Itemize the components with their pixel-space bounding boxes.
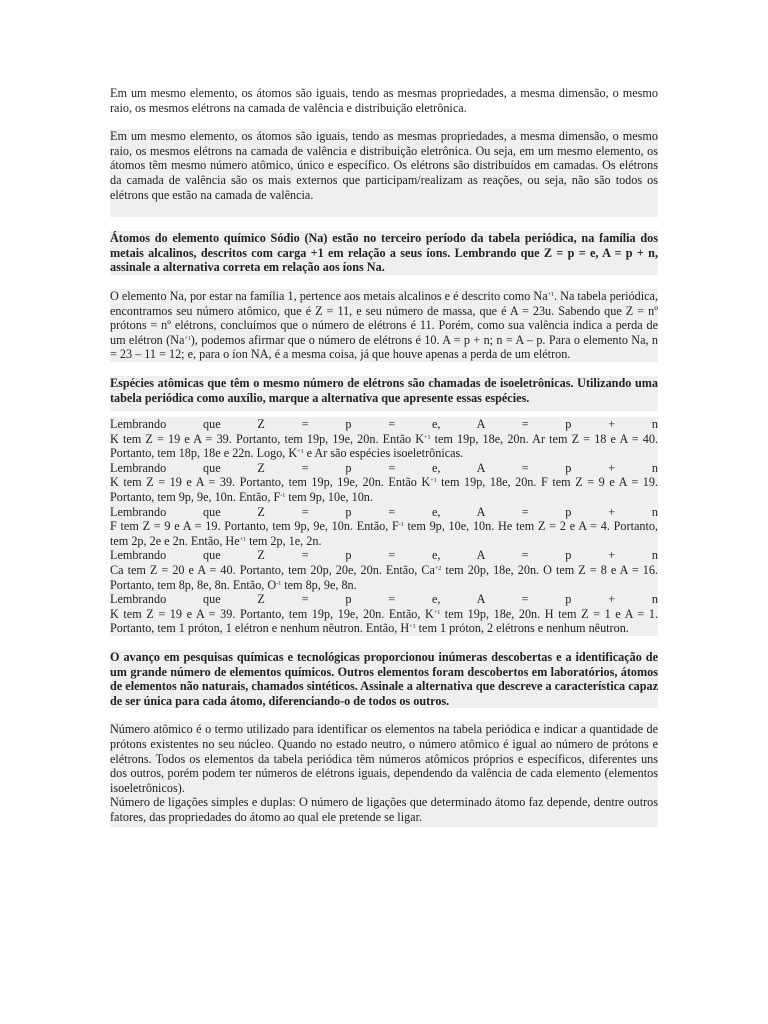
alternative-1: K tem Z = 19 e A = 39. Portanto, tem 19p, 19e, 20n. Então $K^{+1}$ tem 19p, 18e, 20n. Ar tem Z = 18 e A = 40. Portanto, tem 18p, 18e e 22n. Logo, $K^{+1}$ e Ar são espécies isoeletrônicas. xyxy=(110,431,658,461)
question-atomic-number: O avanço em pesquisas químicas e tecnológicas proporcionou inúmeras descobertas e a identificação de um grande número de elementos químicos. Outros elementos foram descobertos em laboratórios, átomos de elementos não naturais, chamados sintéticos. Assinale a alternativa que descreve a característica capaz de ser única para cada átomo, diferenciando-o de todos os outros. xyxy=(110,650,658,708)
question-sodium: Átomos do elemento químico Sódio (Na) estão no terceiro período da tabela periódica, na família dos metais alcalinos, descritos com carga +1 em relação a seus íons. Lembrando que Z = p = e, A = p + n, assinale a alternativa correta em relação aos íons Na. xyxy=(110,231,658,275)
alternative-lead: Lembrando que Z = p = e, A = p + n xyxy=(110,592,658,607)
alternative-lead: Lembrando que Z = p = e, A = p + n xyxy=(110,548,658,563)
answer-sodium: O elemento Na, por estar na família 1, pertence aos metais alcalinos e é descrito como $Na^{+1}$. Na tabela periódica, encontramos seu número atômico, que é Z = 11, e seu número de massa, que é A = 23u. Sabendo que Z = nº prótons = nº elétrons, concluímos que o número de elétrons é 11. Porém, como sua valência indica a perda de um elétron $(Na^{+1})$, podemos afirmar que o número de elétrons é 10. A = p + n; n = A – p. Para o elemento Na, n = 23 – 11 = 12; e, para o íon NA, é a mesma coisa, já que houve apenas a perda de um elétron. xyxy=(110,288,658,362)
alternatives-block xyxy=(110,417,658,636)
alternative-3: F tem Z = 9 e A = 19. Portanto, tem 9p, 9e, 10n. Então, $F^{-1}$ tem 9p, 10e, 10n. He tem Z = 2 e A = 4. Portanto, tem 2p, 2e e 2n. Então, $He^{+1}$ tem 2p, 1e, 2n. xyxy=(110,519,658,548)
alternative-2: K tem Z = 19 e A = 39. Portanto, tem 19p, 19e, 20n. Então $K^{+1}$ tem 19p, 18e, 20n. F tem Z = 9 e A = 19. Portanto, tem 9p, 9e, 10n. Então, $F^{-1}$ tem 9p, 10e, 10n. xyxy=(110,475,658,505)
question-isoelectronic: Espécies atômicas que têm o mesmo número de elétrons são chamadas de isoeletrônicas. Utilizando uma tabela periódica como auxílio, marque a alternativa que apresente essas espécies. xyxy=(110,375,658,405)
intro-paragraph: Em um mesmo elemento, os átomos são iguais, tendo as mesmas propriedades, a mesma dimensão, o mesmo raio, os mesmos elétrons na camada de valência e distribuição eletrônica. xyxy=(110,86,658,115)
answer-bonds: Número de ligações simples e duplas: O número de ligações que determinado átomo faz depende, dentre outros fatores, das propriedades do átomo ao qual ele pretende se ligar. xyxy=(110,795,658,826)
alternative-lead: Lembrando que Z = p = e, A = p + n xyxy=(110,460,658,475)
alternative-4: Ca tem Z = 20 e A = 40. Portanto, tem 20p, 20e, 20n. Então, $Ca^{+2}$ tem 20p, 18e, 20n. O tem Z = 8 e A = 16. Portanto, tem 8p, 8e, 8n. Então, $O^{-1}$ tem 8p, 9e, 8n. xyxy=(110,563,658,592)
alternative-lead: Lembrando que Z = p = e, A = p + n xyxy=(110,504,658,519)
alternative-5: K tem Z = 19 e A = 39. Portanto, tem 19p, 19e, 20n. Então, $K^{+1}$ tem 19p, 18e, 20n. H tem Z = 1 e A = 1. Portanto, tem 1 próton, 1 elétron e nenhum nêutron. Então, $H^{+1}$ tem 1 próton, 2 elétrons e nenhum nêutron. xyxy=(110,606,658,636)
answer-atomic-number: Número atômico é o termo utilizado para identificar os elementos na tabela periódica e indicar a quantidade de prótons existentes no seu núcleo. Quando no estado neutro, o número atômico é igual ao número de prótons e elétrons. Todos os elementos da tabela periódica têm números atômicos próprios e específicos, diferentes uns dos outros, porém podem ter números de elétrons iguais, dependendo da valência de cada elemento (elementos isoeletrônicos). xyxy=(110,722,658,795)
answer-paragraph-1: Em um mesmo elemento, os átomos são iguais, tendo as mesmas propriedades, a mesma dimensão, o mesmo raio, os mesmos elétrons na camada de valência e distribuição eletrônica. Ou seja, em um mesmo elemento, os átomos têm mesmo número atômico, único e específico. Os elétrons são distribuídos em camadas. Os elétrons da camada de valência são os mais externos que participam/realizam as reações, ou seja, não são todos os elétrons que estão na camada de valência. xyxy=(110,129,658,217)
alternative-lead: Lembrando que Z = p = e, A = p + n xyxy=(110,417,658,432)
